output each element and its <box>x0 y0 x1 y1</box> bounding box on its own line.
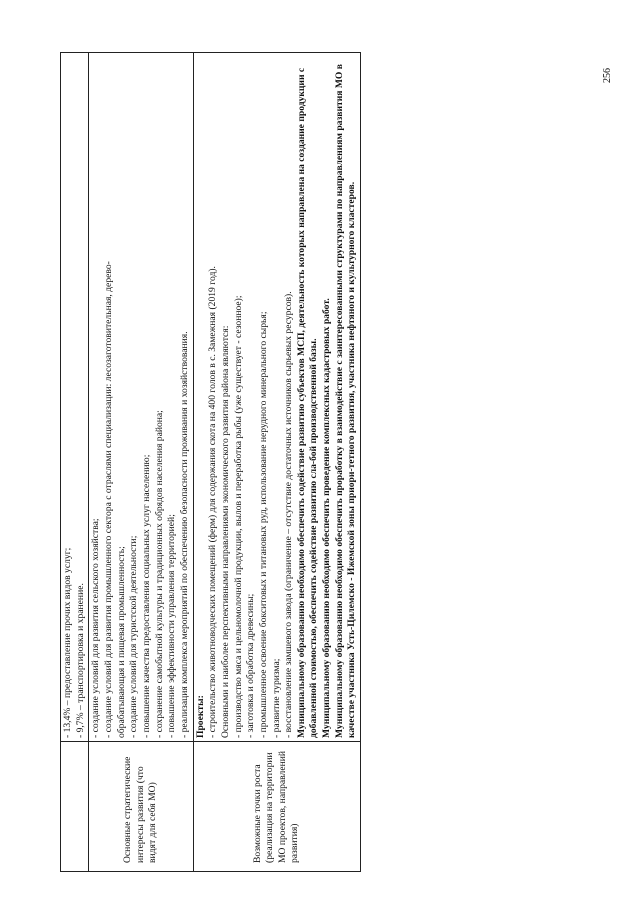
projects-caption: Проекты: <box>194 695 206 738</box>
list-item: - промышленное освоение бокситовых и титановых руд, использование нерудного минерального сырья; <box>257 311 269 738</box>
row-content <box>89 53 193 742</box>
list-item: - создание условий для туристской деятельности; <box>128 535 140 738</box>
list-item: - развитие туризма; <box>270 658 282 738</box>
bold-paragraph: Муниципальному образованию необходимо обеспечить проведение комплексных кадастровых работ. <box>321 298 333 738</box>
list-item: - производство мяса и цельномолочной продукции, вылов и переработка рыбы (уже существует - сезонное); <box>232 295 244 738</box>
table-row <box>61 53 89 872</box>
list-item: - заготовка и обработка древесины; <box>245 593 257 738</box>
list-item: - восстановление замшевого завода (ограничение – отсутствие достаточных источников сырьевых ресурсов). <box>283 291 295 738</box>
page-number: 256 <box>602 68 613 83</box>
row-label <box>61 742 89 872</box>
list-item: - 9,7% – транспортировка и хранение. <box>74 583 86 738</box>
list-item: - создание условий для развития сельского хозяйства; <box>90 518 102 738</box>
list-item: - реализация комплекса мероприятий по обеспечению безопасности проживания и хозяйствования. <box>178 331 190 738</box>
table-row <box>193 53 361 872</box>
bold-paragraph: Муниципальному образованию необходимо обеспечить содействие развитию субъектов МСП, деятельность которых направлена на создание продукции с добавленной стоимостью, обеспечить содействие развитию сла-бой производственной базы. <box>295 67 320 738</box>
development-table <box>60 52 361 872</box>
list-item: - повышение качества предоставления социальных услуг населению; <box>140 454 152 738</box>
row-content <box>193 53 361 742</box>
list-item: - создание условий для развития промышленного сектора с отраслями специализации: лесозаготовительная, дерево- <box>102 261 114 738</box>
row-label: Возможные точки роста (реализация на территории МО проектов, направлений развития) <box>193 742 361 872</box>
rotated-document <box>60 52 361 872</box>
list-item: Основными и наиболее перспективными направлениями экономического развития района являются: <box>219 325 231 738</box>
list-item: - строительство животноводческих помещений (ферм) для содержания скота на 400 голов в с. Замежная (2019 год). <box>207 266 219 738</box>
list-item: - сохранение самобытной культуры и традиционных обрядов населения района; <box>153 410 165 738</box>
list-item: - 13,4% – предоставление прочих видов услуг; <box>62 547 73 738</box>
bold-paragraph: Муниципальному образованию необходимо обеспечить проработку в взаимодействие с заинтересованными структурами по направлениям развития МО в качестве участника Усть-Цилемско - Ижемской зоны приори-тетного развития, участника нефтяного и культурного кластеров. <box>333 64 358 738</box>
row-content <box>61 53 89 742</box>
row-label: Основные стратегические интересы развития (что видят для себя МО) <box>89 742 193 872</box>
list-item: - повышение эффективности управления территорией; <box>166 514 178 738</box>
table-row <box>89 53 193 872</box>
list-item: обрабатывающая и пищевая промышленность; <box>115 546 127 738</box>
